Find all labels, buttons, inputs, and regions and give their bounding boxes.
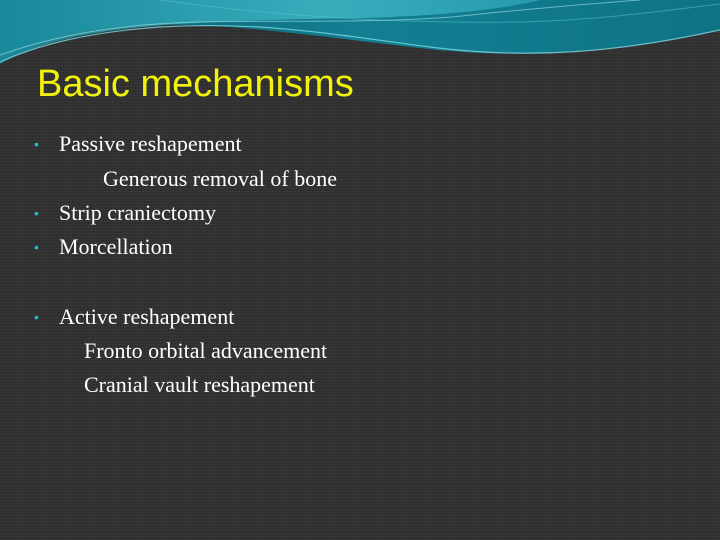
bullet-item: Passive reshapement bbox=[59, 131, 242, 156]
bullet-dot-icon: • bbox=[34, 136, 39, 152]
bullet-item: Active reshapement bbox=[59, 304, 235, 329]
sub-item: Cranial vault reshapement bbox=[84, 372, 315, 397]
bullet-item: Strip craniectomy bbox=[59, 200, 217, 225]
sub-item: Generous removal of bone bbox=[103, 166, 337, 191]
bullet-dot-icon: • bbox=[34, 239, 39, 255]
slide-title: Basic mechanisms bbox=[37, 63, 354, 105]
bullet-dot-icon: • bbox=[34, 309, 39, 325]
bullet-dot-icon: • bbox=[34, 205, 39, 221]
sub-item: Fronto orbital advancement bbox=[84, 338, 328, 363]
bullet-item: Morcellation bbox=[59, 234, 173, 259]
